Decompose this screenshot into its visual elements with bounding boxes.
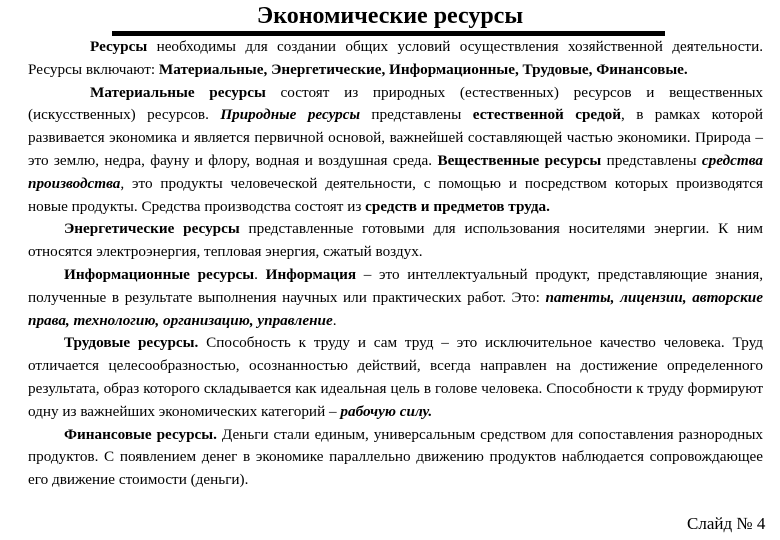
slide-body: [28, 36, 763, 492]
term-natural-resources: Природные ресурсы: [220, 106, 361, 124]
text-run: .: [332, 311, 337, 329]
text-run: необходимы для создании общих условий осуществления хозяйственной деятельности. Ресурсы включают:: [28, 38, 763, 78]
paragraph-labor-resources: [28, 332, 763, 423]
text-run: Деньги стали единым, универсальным средством для сопоставления разнородных продуктов. С появлением денег в экономике параллельно движению продуктов наблюдается сопровождающее его движение стоимости (деньги).: [28, 425, 763, 489]
text-run: .: [254, 265, 266, 283]
term-labor-force: рабочую силу.: [340, 402, 433, 420]
term-financial-resources: Финансовые ресурсы.: [64, 425, 217, 443]
term-labor-resources: Трудовые ресурсы.: [64, 334, 199, 352]
term-means-and-objects-of-labor: средств и предметов труда.: [365, 197, 550, 215]
term-material-goods: Вещественные ресурсы: [437, 151, 602, 169]
text-run: состоят из природных (естественных) ресурсов и вещественных (искусственных) ресурсов.: [28, 83, 763, 124]
resource-types-list: Материальные, Энергетические, Информационные, Трудовые, Финансовые.: [158, 60, 688, 78]
term-means-of-production: средства производства: [28, 151, 763, 192]
paragraph-resources-intro: [28, 36, 763, 82]
term-natural-environment: естественной средой: [472, 106, 621, 124]
text-run: представлены: [360, 106, 473, 124]
paragraph-material-resources: [28, 82, 763, 219]
text-run: , в рамках которой развивается экономика и является первичной основой, важнейшей составляющей частью экономики. Природа – это землю, недра, фауну и флору, водная и воздушная среда.: [28, 106, 763, 169]
slide-title: Экономические ресурсы: [256, 3, 524, 29]
paragraph-energy-resources: [28, 218, 763, 264]
text-run: Способность к труду и сам труд – это исключительное качество человека. Труд отличается целесообразностью, осознанностью действий, всегда направлен на достижение определенного результата, образ которого складывается как идеальная цель в голове человека. Способности к труду формируют одну из важнейших экономических категорий –: [28, 334, 763, 420]
paragraph-information-resources: [28, 264, 763, 332]
term-energy-resources: Энергетические ресурсы: [64, 220, 240, 238]
text-run: , это продукты человеческой деятельности, с помощью и посредством которых производятся новые продукты. Средства производства состоят из: [28, 174, 763, 215]
term-information-resources: Информационные ресурсы: [64, 265, 255, 283]
text-run: представлены: [601, 151, 702, 169]
information-examples-list: патенты, лицензии, авторские права, технологию, организацию, управление: [28, 288, 763, 329]
slide-number: Слайд № 4: [687, 514, 766, 533]
paragraph-financial-resources: [28, 424, 763, 492]
term-information: Информация: [265, 265, 357, 283]
text-run: – это интеллектуальный продукт, представляющие знания, полученные в результате выполнения научных или практических работ. Это:: [28, 265, 764, 306]
term-material-resources: Материальные ресурсы: [90, 83, 266, 101]
term-resources: Ресурсы: [90, 38, 148, 55]
text-run: представленные готовыми для использования носителями энергии. К ним относятся электроэнергия, тепловая энергия, сжатый воздух.: [28, 220, 763, 261]
